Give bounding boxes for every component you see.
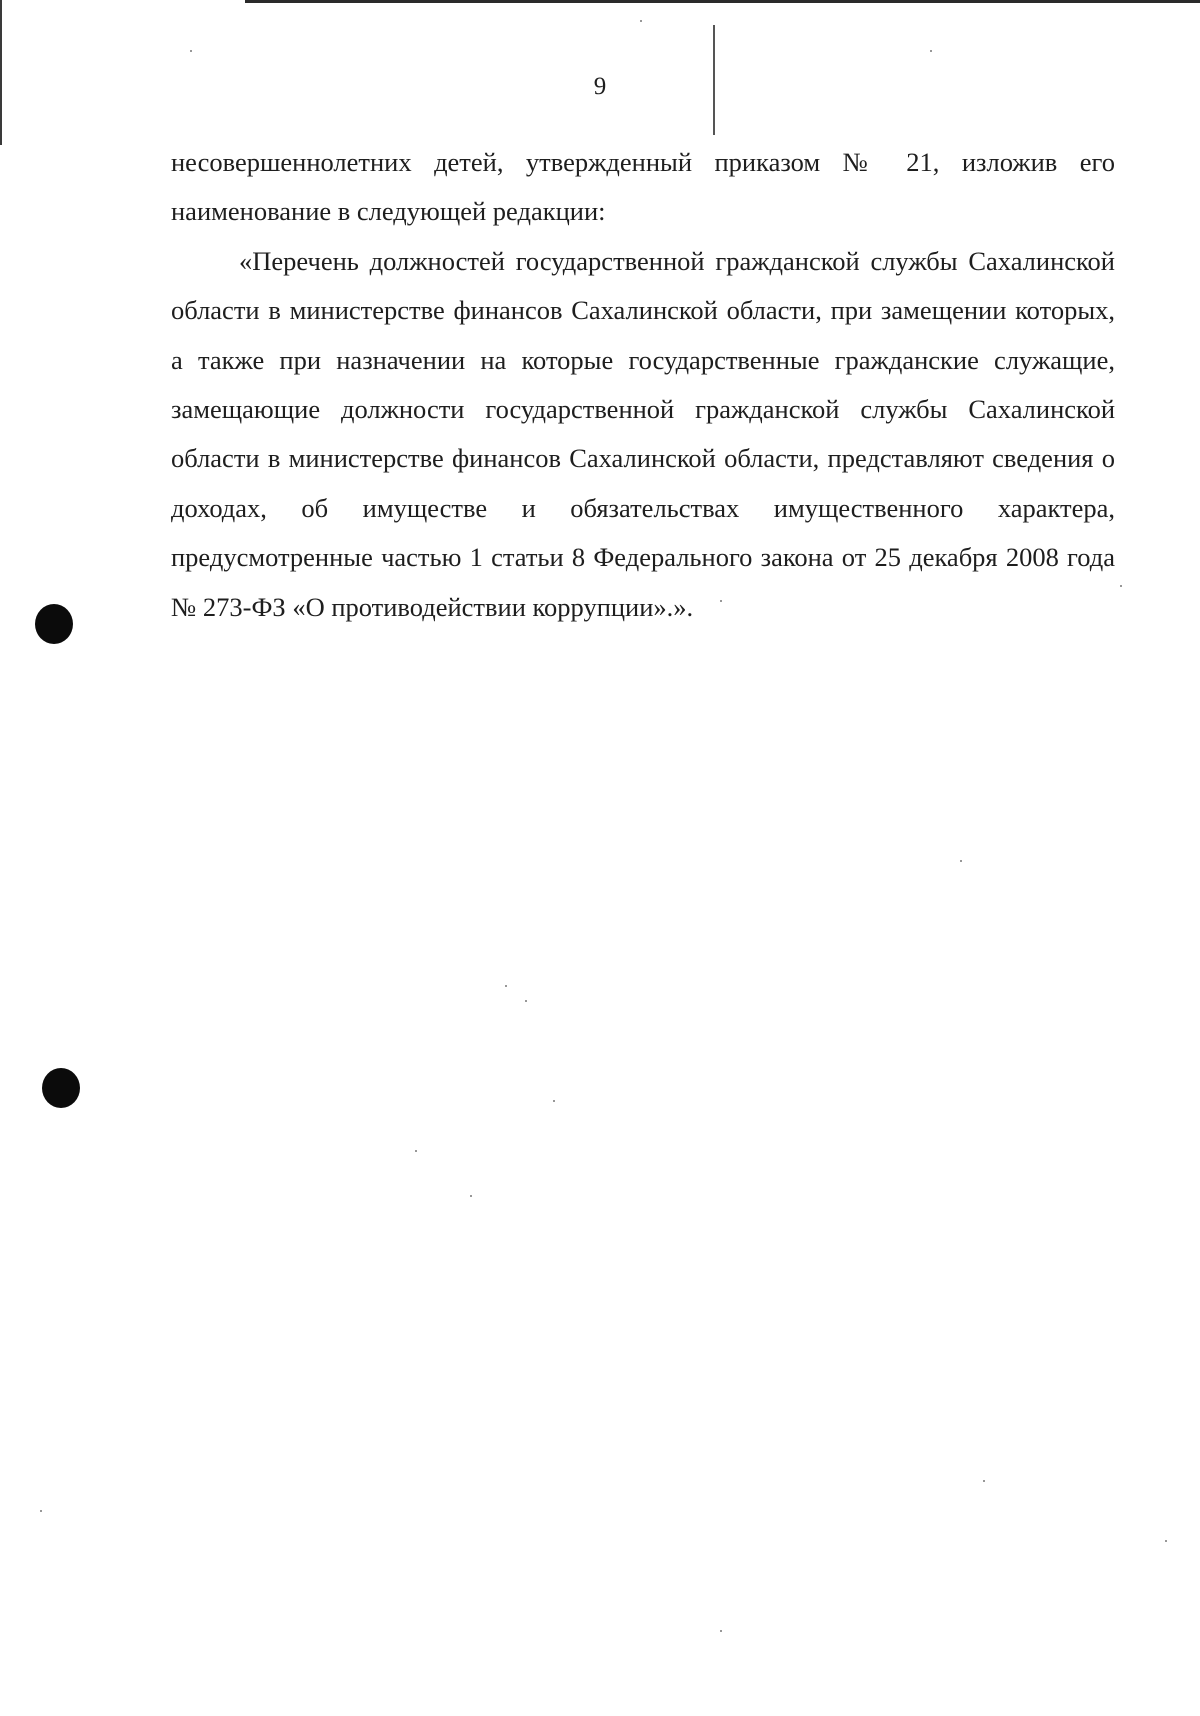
scan-speck — [960, 860, 962, 862]
scan-speck — [553, 1100, 555, 1102]
scan-speck — [190, 50, 192, 52]
scan-speck — [983, 1480, 985, 1482]
scan-speck — [640, 20, 642, 22]
page-number: 9 — [593, 73, 607, 100]
scan-speck — [470, 1195, 472, 1197]
scan-top-border — [245, 0, 1200, 3]
scan-speck — [505, 985, 507, 987]
body-text — [171, 138, 1115, 632]
scan-speck — [525, 1000, 527, 1002]
scan-speck — [720, 1630, 722, 1632]
scan-speck — [930, 50, 932, 52]
scan-speck — [40, 1510, 42, 1512]
punch-hole — [42, 1068, 80, 1108]
scan-speck — [415, 1150, 417, 1152]
scan-speck — [720, 600, 722, 602]
scan-speck — [1165, 1540, 1167, 1542]
punch-hole — [35, 604, 73, 644]
paragraph-continuation: несовершеннолетних детей, утвержденный приказом № 21, изложив его наименование в следующей редакции: — [171, 147, 1115, 227]
scan-speck — [1120, 585, 1122, 587]
paragraph-quoted-title: «Перечень должностей государственной гражданской службы Сахалинской области в министерстве финансов Сахалинской области, при замещении которых, а также при назначении на которые государственные гражданские служащие, замещающие должности государственной гражданской службы Сахалинской области в министерстве финансов Сахалинской области, представляют сведения о доходах, об имуществе и обязательствах имущественного характера, предусмотренные частью 1 статьи 8 Федерального закона от 25 декабря 2008 года № 273-ФЗ «О противодействии коррупции».». — [171, 245, 1115, 622]
